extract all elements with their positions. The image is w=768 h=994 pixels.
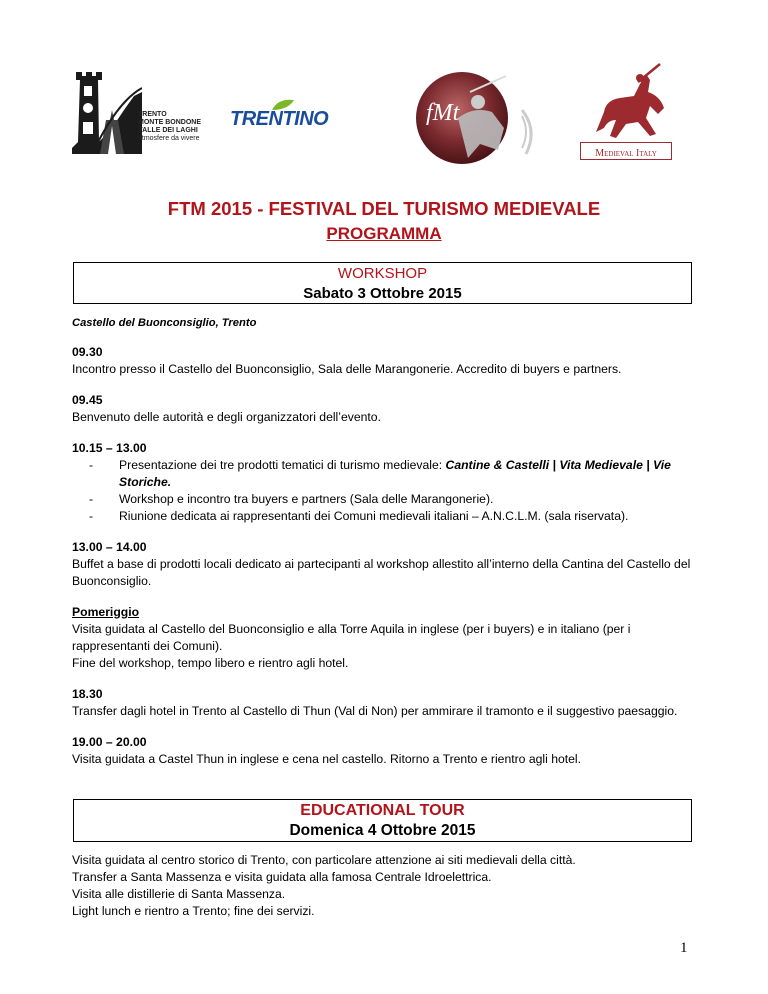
- program-text: Benvenuto delle autorità e degli organizzatori dell’evento.: [72, 410, 381, 424]
- themed-products: Cantine & Castelli | Vita Medievale | Vie Storiche.: [119, 458, 671, 489]
- program-time: 09.45: [72, 393, 103, 407]
- castle-tower-icon: [72, 70, 142, 154]
- list-item: - Workshop e incontro tra buyers e partners (Sala delle Marangonerie).: [72, 491, 702, 508]
- tour-line: Visita alle distillerie di Santa Massenza.: [72, 887, 286, 901]
- program-text: Incontro presso il Castello del Buonconsiglio, Sala delle Marangonerie. Accredito di buyers e partners.: [72, 362, 622, 376]
- list-item: - Riunione dedicata ai rappresentanti dei Comuni medievali italiani – A.N.C.L.M. (sala riservata).: [72, 508, 702, 525]
- program-time: Pomeriggio: [72, 605, 140, 619]
- workshop-date: Sabato 3 Ottobre 2015: [303, 285, 462, 302]
- horse-rider-icon: [576, 62, 674, 140]
- page-subtitle: PROGRAMMA: [326, 224, 442, 243]
- medieval-italy-wordmark-box: [580, 142, 672, 160]
- educational-tour-date: Domenica 4 Ottobre 2015: [289, 822, 476, 839]
- trento-logo-tagline: atmosfere da vivere: [138, 135, 200, 142]
- program-text: Buffet a base di prodotti locali dedicato ai partecipanti al workshop allestito all’interno della Cantina del Castello del Buonconsiglio.: [72, 557, 691, 588]
- program-text: Visita guidata a Castel Thun in inglese e cena nel castello. Ritorno a Trento e rientro agli hotel.: [72, 752, 582, 766]
- trento-logo-text: [138, 111, 201, 143]
- program-item: [72, 440, 702, 525]
- medieval-italy-logo: [576, 62, 674, 164]
- educational-tour-header-box: [73, 799, 692, 842]
- educational-tour-heading: EDUCATIONAL TOUR: [300, 802, 465, 819]
- program-text: Visita guidata al Castello del Buonconsiglio e alla Torre Aquila in inglese (per i buyers) e in italiano (per i rappresentanti dei Comuni).: [72, 622, 631, 653]
- fmt-logo: [414, 70, 542, 166]
- page-number: 1: [680, 940, 688, 956]
- program-item: [72, 392, 702, 426]
- program-text: Transfer dagli hotel in Trento al Castello di Thun (Val di Non) per ammirare il tramonto e il suggestivo paesaggio.: [72, 704, 678, 718]
- medieval-italy-wordmark: Medieval Italy: [595, 148, 657, 159]
- workshop-program: [72, 315, 702, 782]
- program-time: 10.15 – 13.00: [72, 441, 147, 455]
- program-time: 13.00 – 14.00: [72, 540, 147, 554]
- educational-tour-program: [72, 852, 712, 920]
- fmt-logo-text: fMt: [426, 100, 460, 126]
- tour-line: Transfer a Santa Massenza e visita guidata alla famosa Centrale Idroelettrica.: [72, 870, 492, 884]
- program-time: 18.30: [72, 687, 103, 701]
- page-title: FTM 2015 - FESTIVAL DEL TURISMO MEDIEVALE: [167, 198, 601, 219]
- program-item: [72, 686, 702, 720]
- program-item: [72, 734, 702, 768]
- program-item: [72, 604, 702, 672]
- program-item: [72, 344, 702, 378]
- program-time: 19.00 – 20.00: [72, 735, 147, 749]
- program-item: [72, 539, 702, 590]
- trento-logo-line: VALLE DEI LAGHI: [138, 127, 198, 134]
- tour-line: Light lunch e rientro a Trento; fine dei servizi.: [72, 904, 315, 918]
- program-time: 09.30: [72, 345, 103, 359]
- workshop-heading: WORKSHOP: [337, 265, 428, 282]
- workshop-location: Castello del Buonconsiglio, Trento: [72, 317, 257, 329]
- tour-line: Visita guidata al centro storico di Trento, con particolare attenzione ai siti medievali della città.: [72, 853, 576, 867]
- trento-monte-bondone-logo: [72, 70, 222, 160]
- workshop-header-box: [73, 262, 692, 304]
- program-text: Presentazione dei tre prodotti tematici di turismo medievale:: [119, 458, 446, 472]
- trentino-logo: [230, 98, 342, 134]
- program-bullet-list: [72, 457, 702, 525]
- trentino-wordmark: TRENTINO: [230, 108, 329, 130]
- program-text: Fine del workshop, tempo libero e rientro agli hotel.: [72, 656, 349, 670]
- trento-logo-line: TRENTO: [138, 111, 167, 118]
- trento-logo-line: MONTE BONDONE: [138, 119, 201, 126]
- list-item: [72, 457, 702, 491]
